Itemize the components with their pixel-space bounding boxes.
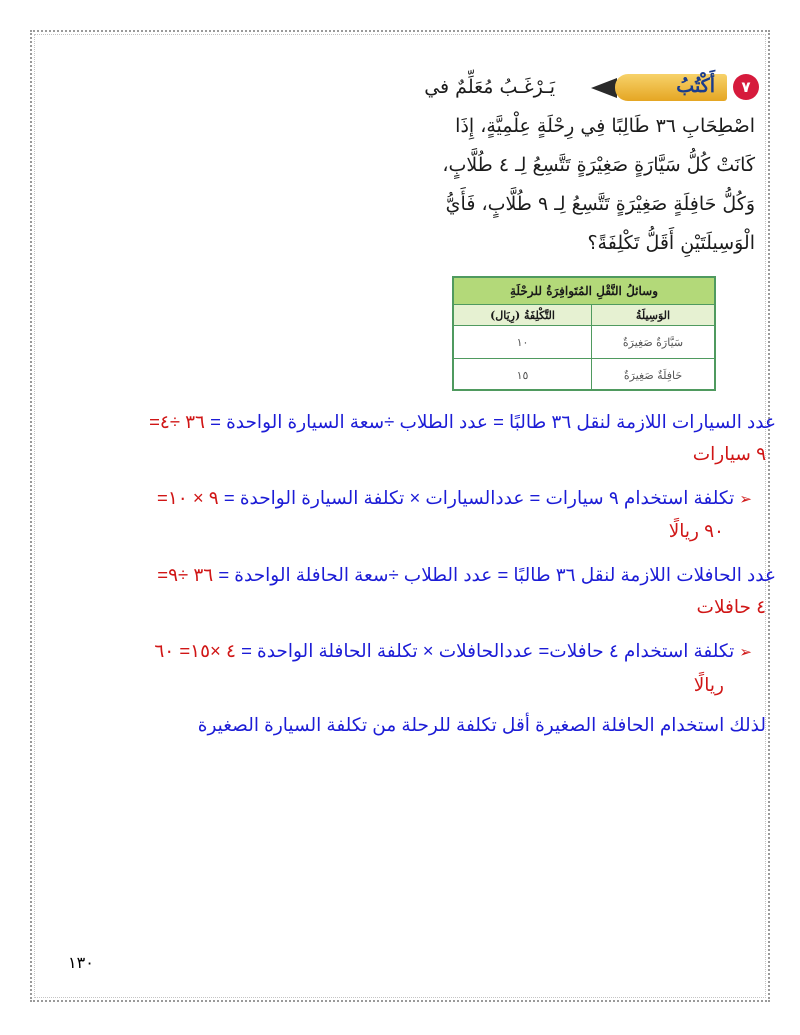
cars-count-result: ٩ سيارات: [692, 443, 766, 464]
cars-cost-text: تكلفة استخدام ٩ سيارات = عددالسيارات × تكلفة السيارة الواحدة =: [223, 487, 735, 508]
problem-line-3: كَانَتْ كُلُّ سَيَّارَةٍ صَغِيْرَةٍ تَتَّسِعُ لِـ ٤ طُلَّابٍ،: [442, 154, 755, 176]
pencil-body: [615, 74, 727, 101]
cars-cost-result: ٩٠ ريالًا: [668, 520, 724, 541]
buses-count-result: ٤ حافلات: [696, 596, 766, 617]
table-row: [454, 359, 714, 391]
problem-block: [420, 60, 765, 275]
table-row: [454, 326, 714, 359]
solution-line-7: [154, 640, 752, 662]
page-number: ١٣٠: [68, 955, 94, 972]
pencil-icon: [591, 74, 727, 101]
conclusion-text: لذلك استخدام الحافلة الصغيرة أقل تكلفة للرحلة من تكلفة السيارة الصغيرة: [197, 714, 766, 735]
table-cell-vehicle: سَيَّارَةٌ صَغِيرَةٌ: [591, 326, 714, 358]
cars-cost-calc: ٩ × ١٠=: [157, 487, 219, 508]
buses-cost-calc: ٤ ×١٥= ٦٠: [154, 640, 236, 661]
solution-line-1: [149, 411, 776, 433]
solution-line-5: [157, 564, 776, 586]
problem-number-badge: ٧: [733, 74, 759, 100]
cars-count-calc: ٣٦ ÷٤=: [149, 411, 205, 432]
problem-line-2: اصْطِحَابِ ٣٦ طَالِبًا فِي رِحْلَةٍ عِلْمِيَّةٍ، إِذَا: [455, 115, 755, 137]
table-title: وسائلُ النَّقْلِ المُتَوافِرَةُ للرحْلَةِ: [454, 278, 714, 305]
arrow-bullet-icon: ➢: [739, 491, 752, 508]
table-cell-cost: ١٥: [516, 368, 529, 382]
problem-line-1: يَـرْغَـبُ مُعَلِّمٌ في: [424, 76, 555, 98]
table-header-row: [454, 305, 714, 326]
buses-count-text: عدد الحافلات اللازمة لنقل ٣٦ طالبًا = عدد الطلاب ÷سعة الحافلة الواحدة =: [218, 564, 776, 585]
transport-table: [452, 276, 716, 391]
cars-count-text: عدد السيارات اللازمة لنقل ٣٦ طالبًا = عدد الطلاب ÷سعة السيارة الواحدة =: [210, 411, 776, 432]
write-label: أَكْتُبُ: [676, 75, 715, 97]
problem-line-5: الْوَسِيلَتَيْنِ أَقَلُّ تَكْلِفَةً؟: [587, 232, 755, 254]
arrow-bullet-icon: ➢: [739, 644, 752, 661]
problem-line-4: وَكُلُّ حَافِلَةٍ صَغِيْرَةٍ تَتَّسِعُ لِـ ٩ طُلَّابٍ، فَأَيُّ: [445, 193, 755, 215]
buses-cost-text: تكلفة استخدام ٤ حافلات= عددالحافلات × تكلفة الحافلة الواحدة =: [241, 640, 735, 661]
table-header-vehicle: الوَسِيلَةُ: [591, 305, 714, 325]
table-cell-vehicle: حَافِلَةٌ صَغِيرَةٌ: [591, 359, 714, 391]
table-cell-cost: ١٠: [516, 335, 529, 349]
table-header-cost: التَّكْلِفَةُ (رِيَال): [490, 308, 555, 322]
pencil-tip-icon: [591, 78, 617, 98]
solution-line-3: [157, 487, 752, 509]
buses-cost-result: ريالًا: [693, 674, 724, 695]
buses-count-calc: ٣٦ ÷٩=: [157, 564, 214, 585]
